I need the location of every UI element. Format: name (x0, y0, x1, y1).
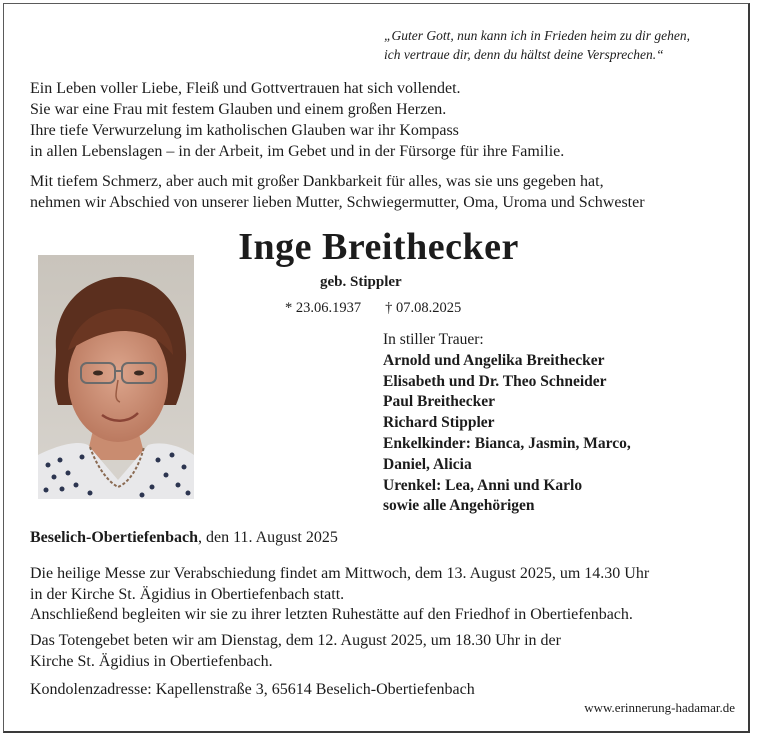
mass-line: Die heilige Messe zur Verabschiedung findet am Mittwoch, dem 13. August 2025, um 14.30 Uhr (30, 565, 650, 582)
mourners-list (383, 330, 631, 517)
intro-line: Ihre tiefe Verwurzelung im katholischen Glauben war ihr Kompass (30, 122, 459, 139)
mass-line: in der Kirche St. Ägidius in Obertiefenbach statt. (30, 586, 345, 603)
mourner-name: Urenkel: Lea, Anni und Karlo (383, 476, 583, 494)
condolence-address (30, 679, 475, 700)
death-date: † 07.08.2025 (385, 300, 462, 316)
intro-text (30, 78, 564, 162)
burial-info (30, 604, 633, 625)
mourner-name: Paul Breithecker (383, 393, 496, 411)
farewell-line: nehmen wir Abschied von unserer lieben Mutter, Schwiegermutter, Oma, Uroma und Schwester (30, 194, 645, 211)
condolence-line: Kondolenzadresse: Kapellenstraße 3, 65614 Beselich-Obertiefenbach (30, 681, 475, 698)
farewell-line: Mit tiefem Schmerz, aber auch mit großer Dankbarkeit für alles, was sie uns gegeben hat, (30, 173, 604, 190)
farewell-text (30, 171, 645, 213)
mourners-heading: In stiller Trauer: (383, 331, 484, 348)
born-name: geb. Stippler (320, 274, 402, 290)
birth-date: * 23.06.1937 (285, 300, 362, 316)
prayer-line: Kirche St. Ägidius in Obertiefenbach. (30, 653, 273, 670)
intro-line: in allen Lebenslagen – in der Arbeit, im Gebet und in der Fürsorge für ihre Familie. (30, 143, 565, 160)
website-link[interactable]: www.erinnerung-hadamar.de (584, 700, 735, 715)
place-and-date (30, 529, 338, 547)
intro-line: Ein Leben voller Liebe, Fleiß und Gottvertrauen hat sich vollendet. (30, 80, 461, 97)
place-name: Beselich-Obertiefenbach (30, 529, 198, 546)
burial-line: Anschließend begleiten wir sie zu ihrer letzten Ruhestätte auf den Friedhof in Obertiefenbach. (30, 606, 633, 623)
mourner-name: Richard Stippler (383, 414, 495, 432)
deceased-name: Inge Breithecker (238, 226, 519, 268)
portrait-photo (38, 255, 194, 499)
prayer-line: Das Totengebet beten wir am Dienstag, dem 12. August 2025, um 18.30 Uhr in der (30, 632, 561, 649)
mass-info (30, 563, 649, 605)
bible-quote (384, 26, 744, 64)
mourner-name: Arnold und Angelika Breithecker (383, 351, 605, 369)
quote-line-1: „Guter Gott, nun kann ich in Frieden heim zu dir gehen, (384, 28, 690, 43)
mourner-name: Daniel, Alicia (383, 455, 472, 473)
intro-line: Sie war eine Frau mit festem Glauben und einem großen Herzen. (30, 101, 447, 118)
mourner-name: Enkelkinder: Bianca, Jasmin, Marco, (383, 434, 631, 452)
notice-date: , den 11. August 2025 (197, 529, 338, 546)
life-dates (285, 300, 485, 317)
mourner-name: Elisabeth und Dr. Theo Schneider (383, 372, 607, 390)
mourner-name: sowie alle Angehörigen (383, 497, 535, 515)
quote-line-2: ich vertraue dir, denn du hältst deine Versprechen.“ (384, 47, 664, 62)
prayer-info (30, 630, 561, 672)
